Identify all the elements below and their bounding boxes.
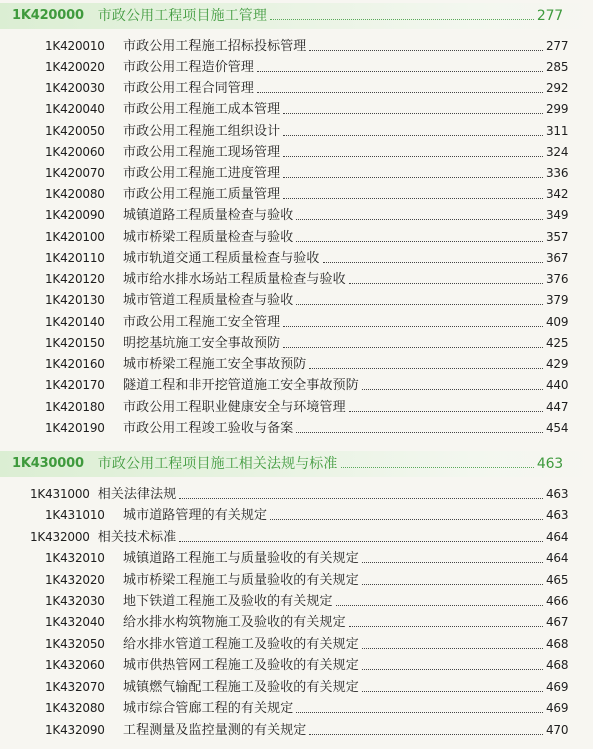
entry-code: 1K420190 — [45, 421, 105, 435]
entry-code: 1K420050 — [45, 124, 105, 138]
entry-page-number: 357 — [546, 230, 569, 244]
entry-title: 城镇燃气输配工程施工及验收的有关规定 — [123, 680, 359, 695]
entry-title: 城市桥梁工程施工安全事故预防 — [123, 357, 307, 372]
entry-code: 1K420120 — [45, 272, 105, 286]
entry-title: 市政公用工程合同管理 — [123, 81, 255, 96]
entry-title: 城市综合管廊工程的有关规定 — [123, 701, 294, 716]
dot-leader — [283, 134, 543, 136]
entry-page-number: 425 — [546, 336, 569, 350]
entry-page-number: 349 — [546, 208, 569, 222]
entry-page-number: 447 — [546, 400, 569, 414]
toc-entry[interactable] — [0, 655, 593, 676]
section-page-number: 463 — [536, 456, 563, 472]
entry-page-number: 465 — [546, 573, 569, 587]
entry-code: 1K432090 — [45, 723, 105, 737]
toc-entry[interactable] — [0, 505, 593, 526]
toc-entry[interactable] — [0, 612, 593, 633]
entry-title: 城市道路管理的有关规定 — [123, 508, 268, 523]
entry-page-number: 285 — [546, 60, 569, 74]
entry-code: 1K420130 — [45, 293, 105, 307]
entry-code: 1K420150 — [45, 336, 105, 350]
dot-leader — [362, 647, 543, 649]
entry-title: 市政公用工程施工现场管理 — [123, 145, 281, 160]
entry-code: 1K420170 — [45, 378, 105, 392]
entry-code: 1K420020 — [45, 60, 105, 74]
entry-title: 城市桥梁工程质量检查与验收 — [123, 230, 294, 245]
toc-entry[interactable] — [0, 99, 593, 120]
dot-leader — [283, 325, 543, 327]
entry-code: 1K432020 — [45, 573, 105, 587]
dot-leader — [296, 711, 543, 713]
section-header-1k430000 — [0, 451, 593, 477]
entry-page-number: 469 — [546, 701, 569, 715]
entry-code: 1K420080 — [45, 187, 105, 201]
entry-title: 市政公用工程施工成本管理 — [123, 102, 281, 117]
dot-leader — [296, 431, 543, 433]
dot-leader — [309, 367, 543, 369]
entry-page-number: 470 — [546, 723, 569, 737]
dot-leader — [309, 733, 543, 735]
entry-code: 1K420010 — [45, 39, 105, 53]
dot-leader — [309, 49, 543, 51]
dot-leader — [336, 604, 543, 606]
dot-leader — [296, 303, 543, 305]
entry-title: 城市供热管网工程施工及验收的有关规定 — [123, 658, 359, 673]
entry-code: 1K420040 — [45, 102, 105, 116]
dot-leader — [349, 625, 543, 627]
dot-leader — [283, 197, 543, 199]
toc-entry[interactable] — [0, 375, 593, 396]
entry-code: 1K420180 — [45, 400, 105, 414]
toc-entry[interactable] — [0, 418, 593, 439]
entry-code: 1K432050 — [45, 637, 105, 651]
toc-section-row[interactable] — [0, 451, 593, 477]
section-title: 市政公用工程项目施工管理 — [97, 8, 267, 24]
entry-title: 市政公用工程施工进度管理 — [123, 166, 281, 181]
section-code: 1K420000 — [12, 8, 84, 23]
entry-code: 1K432000 — [30, 530, 90, 544]
entry-code: 1K420160 — [45, 357, 105, 371]
entry-code: 1K420140 — [45, 315, 105, 329]
entry-page-number: 299 — [546, 102, 569, 116]
entry-page-number: 463 — [546, 508, 569, 522]
toc-entry[interactable] — [0, 333, 593, 354]
toc-entry[interactable] — [0, 57, 593, 78]
entry-title: 城市给水排水场站工程质量检查与验收 — [123, 272, 346, 287]
entry-code: 1K432040 — [45, 615, 105, 629]
dot-leader — [341, 466, 534, 468]
entry-page-number: 429 — [546, 357, 569, 371]
dot-leader — [296, 218, 543, 220]
entry-page-number: 464 — [546, 551, 569, 565]
entry-page-number: 311 — [546, 124, 569, 138]
entry-title: 市政公用工程造价管理 — [123, 60, 255, 75]
entry-page-number: 469 — [546, 680, 569, 694]
entry-title: 给水排水管道工程施工及验收的有关规定 — [123, 637, 359, 652]
toc-entry[interactable] — [0, 205, 593, 226]
dot-leader — [362, 388, 543, 390]
entry-page-number: 367 — [546, 251, 569, 265]
entry-page-number: 454 — [546, 421, 569, 435]
entry-page-number: 468 — [546, 658, 569, 672]
dot-leader — [283, 346, 543, 348]
dot-leader — [296, 240, 543, 242]
toc-entry[interactable] — [0, 269, 593, 290]
dot-leader — [283, 112, 543, 114]
toc-entry[interactable] — [0, 591, 593, 612]
entry-title: 城市轨道交通工程质量检查与验收 — [123, 251, 320, 266]
toc-entry[interactable] — [0, 163, 593, 184]
entry-code: 1K420070 — [45, 166, 105, 180]
entry-page-number: 466 — [546, 594, 569, 608]
entry-title: 相关技术标准 — [97, 530, 177, 545]
dot-leader — [362, 583, 543, 585]
entry-title: 给水排水构筑物施工及验收的有关规定 — [123, 615, 346, 630]
entry-page-number: 376 — [546, 272, 569, 286]
entry-code: 1K432030 — [45, 594, 105, 608]
toc-entry[interactable] — [0, 78, 593, 99]
toc-entry-level1[interactable] — [0, 484, 593, 505]
entry-code: 1K431000 — [30, 487, 90, 501]
toc-entry[interactable] — [0, 248, 593, 269]
toc-entry[interactable] — [0, 184, 593, 205]
entry-page-number: 467 — [546, 615, 569, 629]
entry-title: 市政公用工程竣工验收与备案 — [123, 421, 294, 436]
toc-entry[interactable] — [0, 548, 593, 569]
entry-title: 城市桥梁工程施工与质量验收的有关规定 — [123, 573, 359, 588]
dot-leader — [179, 540, 543, 542]
toc-entry[interactable] — [0, 570, 593, 591]
toc-entry[interactable] — [0, 290, 593, 311]
entry-title: 市政公用工程施工组织设计 — [123, 124, 281, 139]
toc-section-row[interactable] — [0, 3, 593, 29]
dot-leader — [283, 176, 543, 178]
entry-page-number: 336 — [546, 166, 569, 180]
entry-title: 市政公用工程施工招标投标管理 — [123, 39, 307, 54]
toc-entry[interactable] — [0, 720, 593, 741]
dot-leader — [362, 561, 543, 563]
section-title: 市政公用工程项目施工相关法规与标准 — [97, 456, 338, 472]
entry-page-number: 440 — [546, 378, 569, 392]
entry-page-number: 409 — [546, 315, 569, 329]
toc-entry[interactable] — [0, 397, 593, 418]
dot-leader — [362, 668, 543, 670]
entry-code: 1K420110 — [45, 251, 105, 265]
entry-page-number: 324 — [546, 145, 569, 159]
entry-title: 城市管道工程质量检查与验收 — [123, 293, 294, 308]
entry-page-number: 379 — [546, 293, 569, 307]
entry-title: 工程测量及监控量测的有关规定 — [123, 723, 307, 738]
section-code: 1K430000 — [12, 456, 84, 471]
entry-page-number: 342 — [546, 187, 569, 201]
toc-entry[interactable] — [0, 677, 593, 698]
entry-page-number: 277 — [546, 39, 569, 53]
toc-entry[interactable] — [0, 142, 593, 163]
entry-title: 市政公用工程职业健康安全与环境管理 — [123, 400, 346, 415]
toc-entry[interactable] — [0, 121, 593, 142]
entry-code: 1K420030 — [45, 81, 105, 95]
dot-leader — [257, 91, 543, 93]
entry-page-number: 468 — [546, 637, 569, 651]
toc-entry[interactable] — [0, 354, 593, 375]
dot-leader — [270, 18, 534, 20]
entry-title: 城镇道路工程质量检查与验收 — [123, 208, 294, 223]
entry-title: 地下铁道工程施工及验收的有关规定 — [123, 594, 333, 609]
dot-leader — [349, 282, 543, 284]
entry-page-number: 464 — [546, 530, 569, 544]
entry-code: 1K432060 — [45, 658, 105, 672]
dot-leader — [323, 261, 543, 263]
entry-title: 市政公用工程施工安全管理 — [123, 315, 281, 330]
toc-entry[interactable] — [0, 36, 593, 57]
entry-code: 1K432070 — [45, 680, 105, 694]
entry-page-number: 463 — [546, 487, 569, 501]
dot-leader — [257, 70, 543, 72]
toc-entry[interactable] — [0, 312, 593, 333]
entry-code: 1K420100 — [45, 230, 105, 244]
entry-code: 1K420090 — [45, 208, 105, 222]
entry-title: 城镇道路工程施工与质量验收的有关规定 — [123, 551, 359, 566]
section-header-1k420000 — [0, 3, 593, 29]
entry-code: 1K432080 — [45, 701, 105, 715]
toc-entry-level1[interactable] — [0, 527, 593, 548]
entry-title: 明挖基坑施工安全事故预防 — [123, 336, 281, 351]
entry-code: 1K432010 — [45, 551, 105, 565]
toc-entry[interactable] — [0, 227, 593, 248]
dot-leader — [349, 410, 543, 412]
dot-leader — [270, 518, 543, 520]
entry-title: 隧道工程和非开挖管道施工安全事故预防 — [123, 378, 359, 393]
dot-leader — [362, 690, 543, 692]
entry-code: 1K420060 — [45, 145, 105, 159]
section-page-number: 277 — [536, 8, 563, 24]
entry-title: 市政公用工程施工质量管理 — [123, 187, 281, 202]
entry-page-number: 292 — [546, 81, 569, 95]
entry-title: 相关法律法规 — [97, 487, 177, 502]
dot-leader — [283, 155, 543, 157]
entry-code: 1K431010 — [45, 508, 105, 522]
toc-entry[interactable] — [0, 698, 593, 719]
dot-leader — [179, 497, 543, 499]
toc-entry[interactable] — [0, 634, 593, 655]
